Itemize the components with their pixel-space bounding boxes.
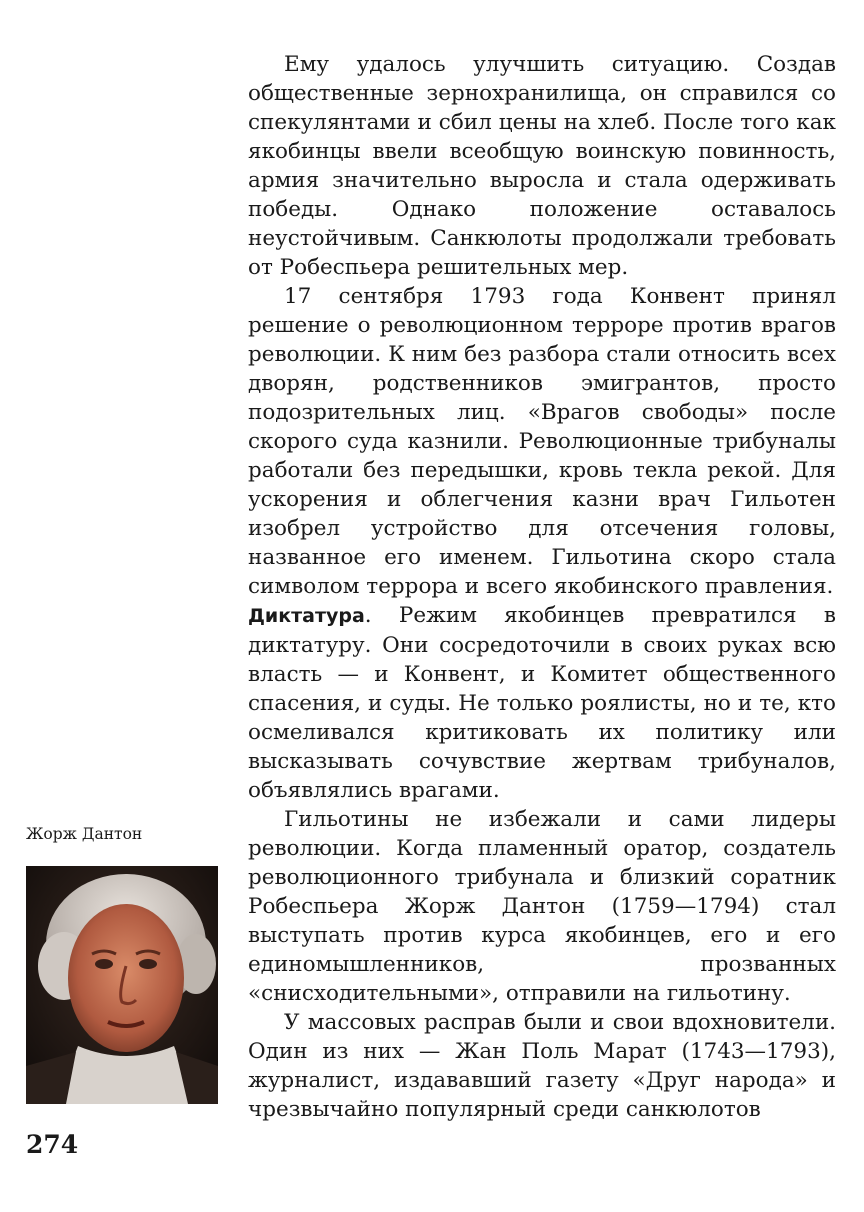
paragraph-1: Ему удалось улучшить ситуацию. Создав общественные зернохранилища, он справился со спекулянтами и сбил цены на хлеб. После того как якобинцы ввели всеобщую воинскую повинность, армия значительно выросла и стала одерживать победы. Однако положение оставалось неустойчивым. Санкюлоты продолжали требовать от Робеспьера решительных мер. <box>248 52 836 280</box>
paragraph-4: У массовых расправ были и свои вдохновители. Один из них — Жан Поль Марат (1743—1793), журналист, издававший газету «Друг народа» и чрезвычайно популярный среди санкюлотов <box>248 1010 836 1122</box>
paragraph-dictatorship <box>248 601 836 805</box>
section-text: . Режим якобинцев превратился в диктатуру. Они сосредоточили в своих руках всю власть — и Конвент, и Комитет общественного спасения, и суды. Не только роялисты, но и те, кто осмеливался критиковать их политику или высказывать сочувствие жертвам трибуналов, объявлялись врагами. <box>248 603 836 803</box>
page-number: 274 <box>26 1130 79 1159</box>
portrait-caption: Жорж Дантон <box>26 825 143 843</box>
paragraph-3: Гильотины не избежали и сами лидеры революции. Когда пламенный оратор, создатель революционного трибунала и близкий соратник Робеспьера Жорж Дантон (1759—1794) стал выступать против курса якобинцев, его и его единомышленников, прозванных «снисходительными», отправили на гильотину. <box>248 807 836 1006</box>
portrait-illustration <box>26 866 218 1104</box>
paragraph-2: 17 сентября 1793 года Конвент принял решение о революционном терроре против врагов революции. К ним без разбора стали относить всех дворян, родственников эмигрантов, просто подозрительных лиц. «Врагов свободы» после скорого суда казнили. Революционные трибуналы работали без передышки, кровь текла рекой. Для ускорения и облегчения казни врач Гильотен изобрел устройство для отсечения головы, названное его именем. Гильотина скоро стала символом террора и всего якобинского правления. <box>248 284 836 599</box>
danton-portrait <box>26 866 218 1104</box>
main-text-column <box>248 50 836 1124</box>
section-heading: Диктатура <box>248 605 365 627</box>
